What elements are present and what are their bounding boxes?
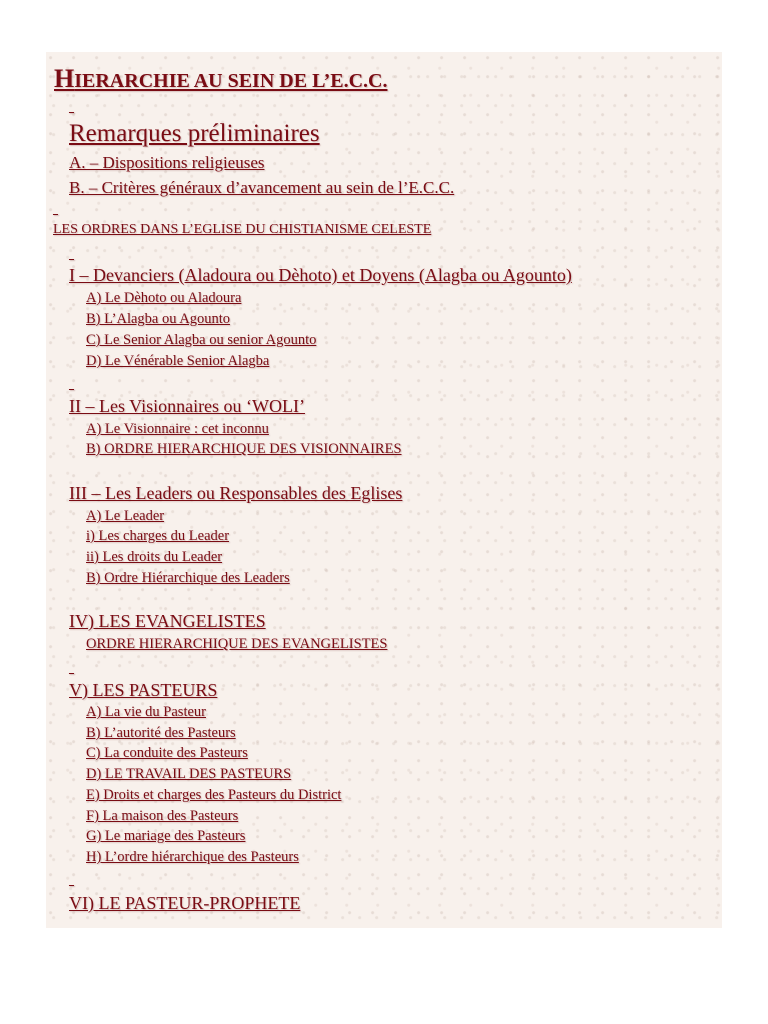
section-heading-link[interactable]: V) LES PASTEURS (69, 680, 218, 700)
subsection-link[interactable]: ORDRE HIERARCHIQUE DES EVANGELISTES (86, 636, 388, 652)
section-heading-link[interactable]: I – Devanciers (Aladoura ou Dèhoto) et Doyens (Alagba ou Agounto) (69, 265, 572, 285)
spacer-link[interactable]: _ (69, 103, 74, 114)
section-heading-link[interactable]: VI) LE PASTEUR-PROPHETE (69, 893, 301, 913)
subsection-link[interactable]: D) LE TRAVAIL DES PASTEURS (86, 766, 292, 782)
subsection-link[interactable]: B) ORDRE HIERARCHIQUE DES VISIONNAIRES (86, 441, 402, 457)
subsection-link[interactable]: ii) Les droits du Leader (86, 549, 223, 565)
subsection-link[interactable]: E) Droits et charges des Pasteurs du District (86, 787, 342, 803)
section-heading-link[interactable]: II – Les Visionnaires ou ‘WOLI’ (69, 396, 306, 416)
subsection-link[interactable]: A) La vie du Pasteur (86, 704, 206, 720)
subsection-link[interactable]: i) Les charges du Leader (86, 528, 230, 544)
subsection-link[interactable]: A) Le Dèhoto ou Aladoura (86, 290, 242, 306)
section-heading-link[interactable]: III – Les Leaders ou Responsables des Eglises (69, 483, 403, 503)
subsection-link[interactable]: C) La conduite des Pasteurs (86, 745, 248, 761)
subsection-link[interactable]: F) La maison des Pasteurs (86, 808, 239, 824)
intro-item-link[interactable]: B. – Critères généraux d’avancement au sein de l’E.C.C. (69, 178, 455, 197)
spacer-link[interactable]: _ (69, 380, 74, 391)
section-heading-link[interactable]: IV) LES EVANGELISTES (69, 611, 266, 631)
document-title[interactable] (54, 64, 387, 94)
intro-item-link[interactable]: A. – Dispositions religieuses (69, 153, 265, 172)
subsection-link[interactable]: H) L’ordre hiérarchique des Pasteurs (86, 849, 299, 865)
subsection-link[interactable]: G) Le mariage des Pasteurs (86, 828, 246, 844)
subsection-link[interactable]: B) L’autorité des Pasteurs (86, 725, 236, 741)
title-rest: IERARCHIE AU SEIN DE L’E.C.C. (74, 70, 388, 92)
spacer-link[interactable]: _ (53, 205, 58, 216)
subsection-link[interactable]: B) Ordre Hiérarchique des Leaders (86, 570, 290, 586)
orders-heading-link[interactable]: LES ORDRES DANS L’EGLISE DU CHISTIANISME CELESTE (53, 222, 432, 237)
title-initial: H (54, 64, 75, 93)
spacer-link[interactable]: _ (69, 250, 74, 261)
subsection-link[interactable]: A) Le Leader (86, 508, 165, 524)
subsection-link[interactable]: C) Le Senior Alagba ou senior Agounto (86, 332, 317, 348)
intro-heading-link[interactable]: Remarques préliminaires (69, 120, 320, 147)
spacer-link[interactable]: _ (69, 876, 74, 887)
subsection-link[interactable]: B) L’Alagba ou Agounto (86, 311, 231, 327)
subsection-link[interactable]: D) Le Vénérable Senior Alagba (86, 353, 270, 369)
spacer-link[interactable]: _ (69, 664, 74, 675)
subsection-link[interactable]: A) Le Visionnaire : cet inconnu (86, 421, 269, 437)
